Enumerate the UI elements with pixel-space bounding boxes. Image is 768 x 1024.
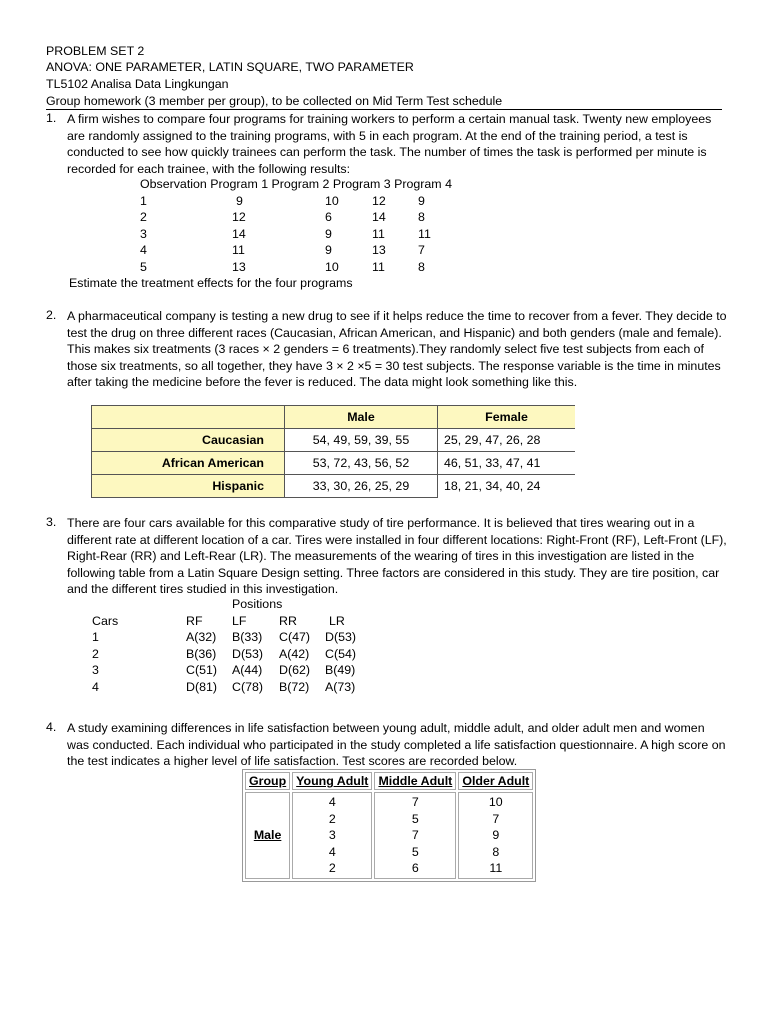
table-cell: 33, 30, 26, 25, 29 (285, 475, 438, 498)
table-row (92, 452, 576, 475)
column-header-male: Male (285, 406, 438, 429)
course-code: TL5102 Analisa Data Lingkungan (46, 77, 229, 91)
problem-1-text: A firm wishes to compare four programs for training workers to perform a certain manual task. Twenty new employees are randomly assigned to the training programs, with 5 in each program. At the end of the training period, a test is conducted to see how quickly trainees can perform the task. The number of times the task is performed per minute is recorded for each trainee, with the following results: (67, 112, 712, 176)
column-header: LF (232, 614, 247, 628)
column-header-female: Female (438, 406, 576, 429)
table-row (245, 792, 533, 879)
table-cell: 46, 51, 33, 47, 41 (438, 452, 576, 475)
problem-3-text: There are four cars available for this comparative study of tire performance. It is believed that tires wearing out in a different rate at different location of a car. Tires were installed in four different locations: Right-Front (RF), Left-Front (LF), Right-Rear (RR) and Left-Rear (LR). The measurements of the wearing of tires in this investigation are listed in the following table from a Latin Square Design setting. Three factors are considered in this study. They are tire position, car and the different tires studied in this investigation. (67, 516, 727, 597)
positions-label: Positions (232, 597, 283, 611)
corner-cell (92, 406, 285, 429)
row-label: African American (92, 452, 285, 475)
table-header-row (92, 406, 576, 429)
column-header: Group (245, 772, 290, 790)
problem-2-table (91, 405, 575, 498)
table-header-row (245, 772, 533, 790)
problem-4-number: 4. (46, 720, 57, 734)
column-header: LR (329, 614, 345, 628)
column-header: RF (186, 614, 203, 628)
problem-2-number: 2. (46, 308, 57, 322)
column-header: Middle Adult (374, 772, 456, 790)
column-header: Young Adult (292, 772, 372, 790)
table-cell: 53, 72, 43, 56, 52 (285, 452, 438, 475)
homework-note: Group homework (3 member per group), to be collected on Mid Term Test schedule (46, 94, 503, 108)
young-adult-scores: 4 2 3 4 2 (292, 792, 372, 879)
document-title: PROBLEM SET 2 (46, 44, 145, 58)
row-label: Hispanic (92, 475, 285, 498)
document-subtitle: ANOVA: ONE PARAMETER, LATIN SQUARE, TWO PARAMETER (46, 60, 414, 74)
row-label: Caucasian (92, 429, 285, 452)
cars-label: Cars (92, 614, 119, 628)
problem-1-number: 1. (46, 111, 57, 125)
problem-3-number: 3. (46, 515, 57, 529)
older-adult-scores: 10 7 9 8 11 (458, 792, 533, 879)
header-divider (46, 109, 722, 110)
table-cell: 25, 29, 47, 26, 28 (438, 429, 576, 452)
column-header: RR (279, 614, 297, 628)
problem-1-footer: Estimate the treatment effects for the four programs (69, 276, 353, 290)
middle-adult-scores: 7 5 7 5 6 (374, 792, 456, 879)
problem-4-text: A study examining differences in life satisfaction between young adult, middle adult, and older adult men and women was conducted. Each individual who participated in the study completed a life satisfaction questionnaire. A high score on the test indicates a higher level of life satisfaction. Test scores are recorded below. (67, 721, 726, 769)
table-cell: 54, 49, 59, 39, 55 (285, 429, 438, 452)
table-row (92, 429, 576, 452)
problem-2-text: A pharmaceutical company is testing a new drug to see if it helps reduce the time to recover from a fever. They decide to test the drug on three different races (Caucasian, African American, and Hispanic) and both genders (male and female). This makes six treatments (3 races × 2 genders = 6 treatments).They randomly select five test subjects from each of those six treatments, so all together, they have 3 × 2 ×5 = 30 test subjects. The response variable is the time in minutes after taking the medicine before the fever is reduced. The data might look something like this. (67, 309, 727, 390)
problem-4-table (242, 769, 536, 882)
group-label: Male (245, 792, 290, 879)
column-header: Older Adult (458, 772, 533, 790)
table-cell: 18, 21, 34, 40, 24 (438, 475, 576, 498)
problem-1-table-header: Observation Program 1 Program 2 Program 3 Program 4 (140, 177, 452, 191)
table-row (92, 475, 576, 498)
